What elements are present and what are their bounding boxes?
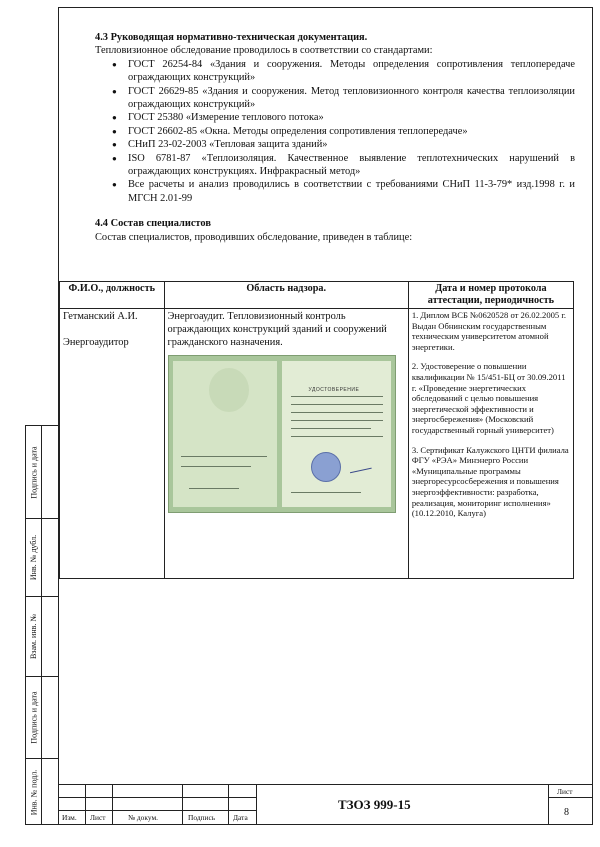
sheet-label: Лист: [557, 787, 573, 796]
header-area: Область надзора.: [164, 282, 408, 309]
standards-list: [95, 58, 575, 205]
side-label-signature-date-2: Подпись и дата: [29, 690, 39, 744]
cell-area: [164, 309, 408, 579]
document-body: [95, 31, 575, 244]
seal-icon: [311, 452, 341, 482]
section-4-4-title: 4.4 Состав специалистов: [95, 218, 211, 230]
standard-item: ● ISO 6781-87 «Теплоизоляция. Качественное выявление теплотехнических нарушений в ограждающих конструкциях. Инфракрасный метод»: [95, 152, 575, 179]
specialist-position: Энергоаудитор: [63, 337, 129, 348]
specialists-table: [59, 275, 574, 579]
section-4-3-title: 4.3 Руководящая нормативно-техническая документация.: [95, 32, 368, 43]
attestation-item: 1. Диплом ВСБ №0620528 от 26.02.2005 г. Выдан Обнинским государственным техническим университетом атомной энергетики.: [411, 310, 567, 352]
tb-col-signature: Подпись: [188, 813, 216, 822]
sheet-number: 8: [564, 807, 569, 818]
certificate-title: УДОСТОВЕРЕНИЕ: [308, 387, 360, 393]
side-label-dup-inv: Инв. № дубл.: [29, 534, 39, 580]
document-code: ТЗОЗ 999-15: [338, 797, 411, 812]
standard-item: ● ГОСТ 26254-84 «Здания и сооружения. Методы определения сопротивления теплопередаче ограждающих конструкций»: [95, 58, 575, 85]
tb-col-sheet: Лист: [90, 813, 106, 822]
standard-item: ● ГОСТ 26629-85 «Здания и сооружения. Метод тепловизионного контроля качества теплоизоляции ограждающих конструкций»: [95, 85, 575, 112]
tb-col-docnum: № докум.: [128, 813, 158, 822]
header-attestation: Дата и номер протокола аттестации, периодичность: [408, 282, 573, 309]
standard-item: ● Все расчеты и анализ проводились в соответствии с требованиями СНиП 11-3-79* изд.1998 г. и МГСН 2.01-99: [95, 178, 575, 205]
specialist-name: Гетманский А.И.: [63, 311, 138, 322]
side-label-replace-inv: Взам. инв. №: [29, 613, 39, 659]
certificate-image: [168, 355, 396, 513]
cell-name: [60, 309, 165, 579]
side-stamp-strip: [25, 425, 58, 825]
cell-attestation: [408, 309, 573, 579]
emblem-icon: [209, 368, 249, 412]
section-4-3-intro: Тепловизионное обследование проводилось в соответствии со стандартами:: [95, 45, 433, 57]
standard-item: ● ГОСТ 26602-85 «Окна. Методы определения сопротивления теплопередаче»: [95, 125, 575, 138]
attestation-item: 2. Удостоверение о повышении квалификации № 15/451-БЦ от 30.09.2011 г. «Проведение энергетических обследований с целью повышения энергетической эффективности и энергосбережения» (Московский государственный горный университет): [411, 361, 566, 435]
standard-item: ● СНиП 23-02-2003 «Тепловая защита зданий»: [95, 138, 575, 151]
attestation-item: 3. Сертификат Калужского ЦНТИ филиала ФГУ «РЭА» Минэнерго России «Муниципальные программы энергоресурсосбережения и повышения энергоэффективности: разработка, реализация, мониторинг исполнения» (10.12.2010, Калуга): [411, 444, 569, 519]
standard-item: ● ГОСТ 25380 «Измерение теплового потока»: [95, 111, 575, 124]
tb-col-date: Дата: [233, 813, 248, 822]
title-block: [58, 784, 593, 825]
section-4-4-intro: Состав специалистов, проводивших обследование, приведен в таблице:: [95, 231, 413, 243]
header-name: Ф.И.О., должность: [60, 282, 165, 309]
side-label-signature-date: Подпись и дата: [29, 445, 39, 499]
side-label-orig-inv: Инв. № подл.: [29, 769, 39, 815]
tb-col-change: Изм.: [62, 813, 77, 822]
supervision-area: Энергоаудит. Тепловизионный контроль ограждающих конструкций зданий и сооружений гражданского назначения.: [167, 311, 387, 348]
